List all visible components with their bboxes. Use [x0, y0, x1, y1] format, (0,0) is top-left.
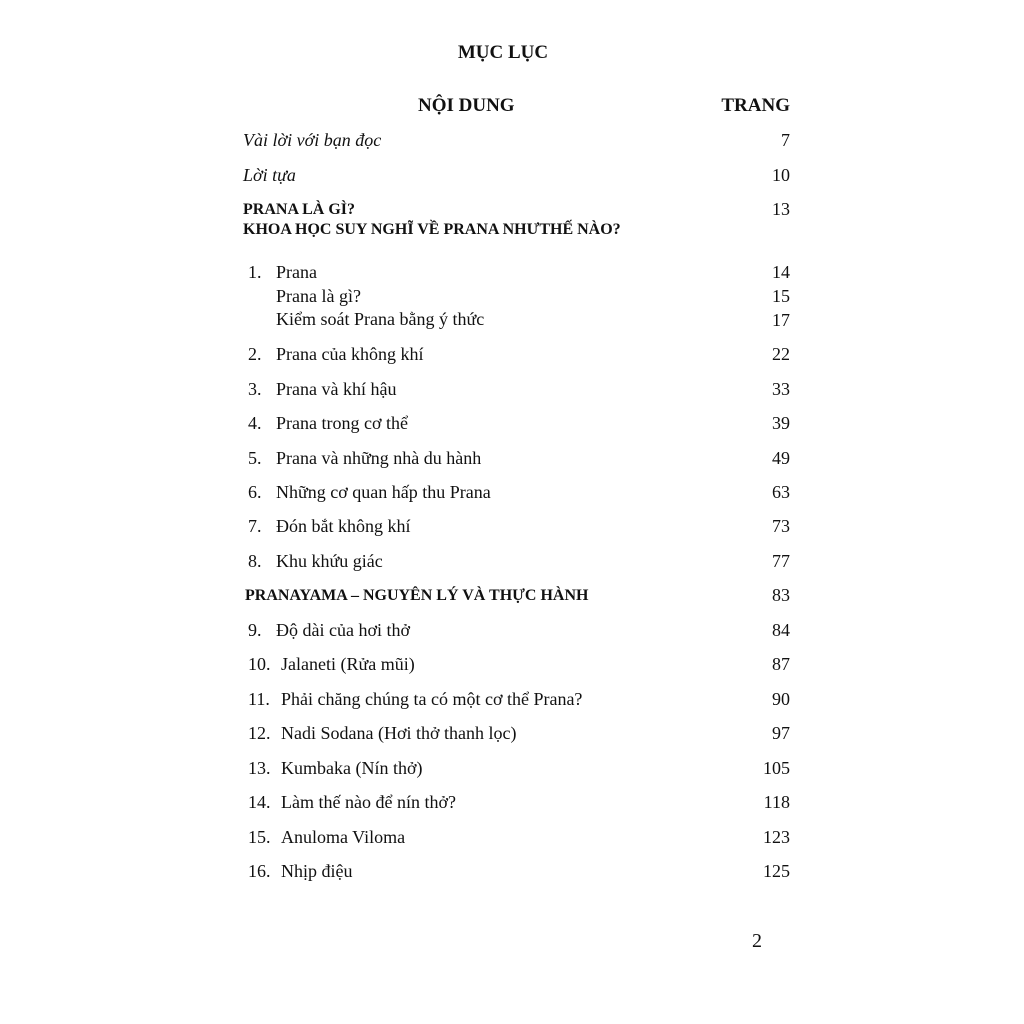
toc-entry-page: 14	[772, 262, 790, 282]
toc-entry-label: Prana và khí hậu	[276, 379, 397, 399]
toc-entry-page: 15	[772, 286, 790, 306]
toc-entry-label: Độ dài của hơi thở	[276, 620, 411, 640]
toc-entry-page: 105	[763, 758, 790, 778]
chapter-number: 4.	[248, 413, 262, 433]
toc-entry-label: Prana trong cơ thể	[276, 413, 408, 433]
toc-entry-label: Kiểm soát Prana bằng ý thức	[276, 309, 485, 329]
chapter-number: 7.	[248, 516, 262, 536]
toc-entry-label: Nadi Sodana (Hơi thở thanh lọc)	[281, 723, 517, 743]
toc-entry-page: 87	[772, 654, 790, 674]
toc-entry-label: Phải chăng chúng ta có một cơ thể Prana?	[281, 689, 583, 709]
toc-entry-page: 7	[781, 130, 790, 150]
toc-entry-page: 118	[763, 792, 790, 812]
toc-entry-page: 83	[772, 585, 790, 605]
chapter-number: 13.	[248, 758, 271, 778]
chapter-number: 14.	[248, 792, 271, 812]
toc-entry-label: Nhịp điệu	[281, 861, 353, 881]
section-heading-line2: KHOA HỌC SUY NGHĨ VỀ PRANA NHƯTHẾ NÀO?	[243, 221, 621, 238]
chapter-number: 11.	[248, 689, 270, 709]
toc-entry-label: Prana của không khí	[276, 344, 424, 364]
toc-entry-page: 123	[763, 827, 790, 847]
chapter-number: 10.	[248, 654, 271, 674]
toc-entry-page: 39	[772, 413, 790, 433]
toc-entry-label: Vài lời với bạn đọc	[243, 130, 382, 150]
toc-entry-label: Những cơ quan hấp thu Prana	[276, 482, 491, 502]
toc-entry-page: 84	[772, 620, 790, 640]
chapter-number: 16.	[248, 861, 271, 881]
toc-entry-label: Đón bắt không khí	[276, 516, 411, 536]
page-title: MỤC LỤC	[457, 42, 549, 63]
toc-entry-label: Lời tựa	[243, 165, 296, 185]
page-number: 2	[752, 930, 762, 952]
chapter-number: 12.	[248, 723, 271, 743]
toc-entry-page: 13	[772, 199, 790, 219]
chapter-number: 15.	[248, 827, 271, 847]
toc-entry-page: 49	[772, 448, 790, 468]
toc-entry-page: 73	[772, 516, 790, 536]
toc-entry-page: 22	[772, 344, 790, 364]
chapter-number: 6.	[248, 482, 262, 502]
toc-entry-page: 125	[763, 861, 790, 881]
section-heading-line1: PRANA LÀ GÌ?	[243, 201, 356, 218]
toc-entry-label: Kumbaka (Nín thở)	[281, 758, 423, 778]
chapter-number: 1.	[248, 262, 262, 282]
toc-entry-page: 63	[772, 482, 790, 502]
toc-entry-label: Prana là gì?	[276, 286, 361, 306]
toc-entry-label: Jalaneti (Rửa mũi)	[281, 654, 415, 674]
toc-entry-page: 90	[772, 689, 790, 709]
toc-entry-label: Prana	[276, 262, 317, 282]
chapter-number: 8.	[248, 551, 262, 571]
page-column-header: TRANG	[721, 95, 790, 116]
toc-entry-label: Làm thế nào để nín thở?	[281, 792, 456, 812]
toc-entry-page: 33	[772, 379, 790, 399]
chapter-number: 5.	[248, 448, 262, 468]
toc-entry-page: 97	[772, 723, 790, 743]
chapter-number: 9.	[248, 620, 262, 640]
toc-entry-label: Prana và những nhà du hành	[276, 448, 482, 468]
chapter-number: 3.	[248, 379, 262, 399]
toc-entry-page: 17	[772, 310, 790, 330]
toc-entry-page: 77	[772, 551, 790, 571]
toc-entry-label: Khu khứu giác	[276, 551, 383, 571]
toc-entry-label: Anuloma Viloma	[281, 827, 406, 847]
content-column-header: NỘI DUNG	[418, 95, 515, 116]
chapter-number: 2.	[248, 344, 262, 364]
section-heading: PRANAYAMA – NGUYÊN LÝ VÀ THỰC HÀNH	[245, 587, 589, 604]
toc-entry-page: 10	[772, 165, 790, 185]
